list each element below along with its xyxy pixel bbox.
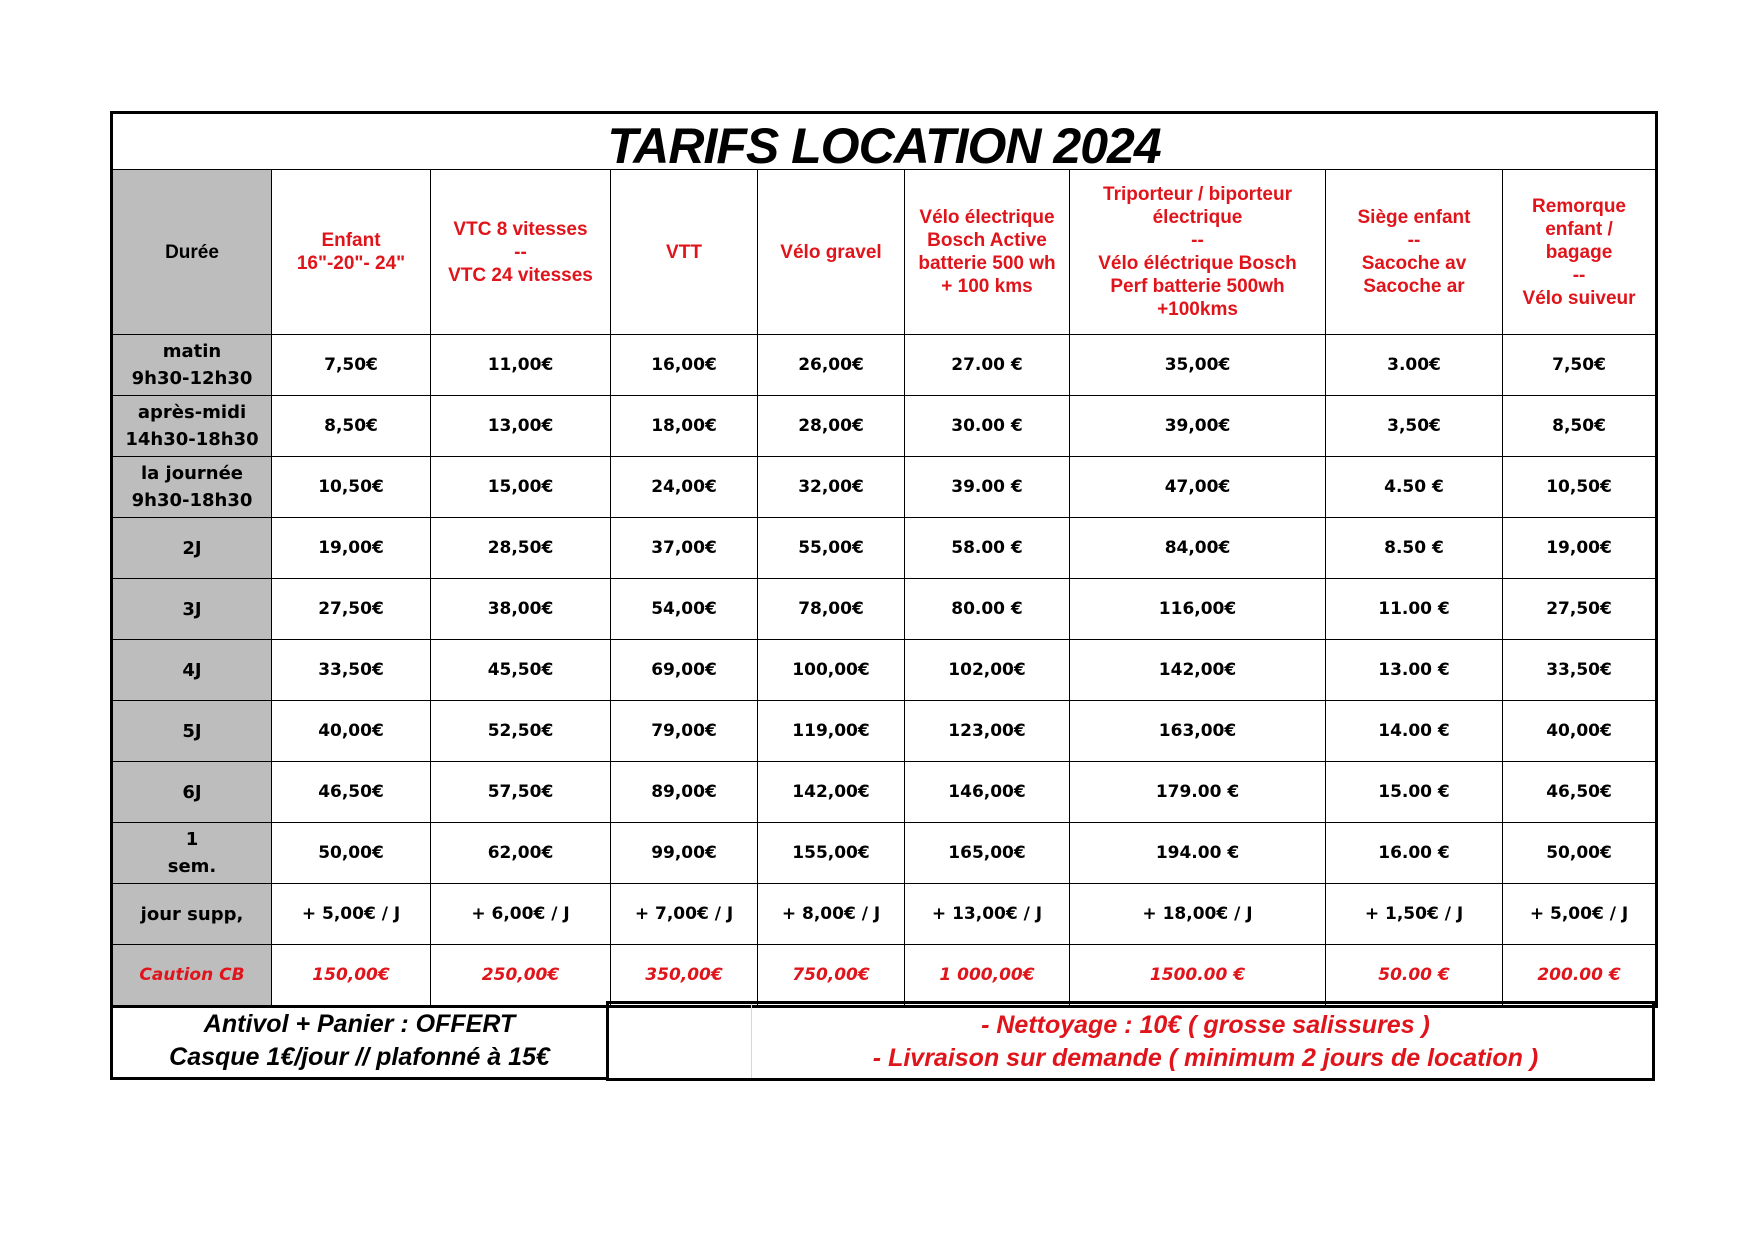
price-cell: 33,50€ [1503, 640, 1657, 701]
duration-cell: jour supp, [112, 884, 272, 945]
price-cell: 45,50€ [431, 640, 611, 701]
price-cell: 10,50€ [272, 457, 431, 518]
price-cell: 163,00€ [1070, 701, 1326, 762]
price-cell: 47,00€ [1070, 457, 1326, 518]
table-row [112, 823, 1657, 884]
footer-divider [751, 1004, 752, 1078]
duration-cell: la journée 9h30-18h30 [112, 457, 272, 518]
table-row [112, 335, 1657, 396]
price-cell: 16,00€ [611, 335, 758, 396]
price-cell: 80.00 € [905, 579, 1070, 640]
tarifs-table [110, 111, 1658, 1008]
header-category: Remorque enfant / bagage -- Vélo suiveur [1503, 170, 1657, 335]
header-category: VTT [611, 170, 758, 335]
duration-cell: 2J [112, 518, 272, 579]
price-cell: 119,00€ [758, 701, 905, 762]
header-category: VTC 8 vitesses -- VTC 24 vitesses [431, 170, 611, 335]
table-row [112, 457, 1657, 518]
table-row [112, 396, 1657, 457]
page-title: TARIFS LOCATION 2024 [112, 113, 1657, 170]
price-cell: 28,50€ [431, 518, 611, 579]
price-cell: 33,50€ [272, 640, 431, 701]
price-sheet [110, 111, 1655, 1008]
included-accessories-box [110, 1004, 606, 1080]
helmet-price-line: Casque 1€/jour // plafonné à 15€ [169, 1043, 550, 1071]
price-cell: 35,00€ [1070, 335, 1326, 396]
price-cell: 27,50€ [1503, 579, 1657, 640]
price-cell: 14.00 € [1326, 701, 1503, 762]
price-cell: 27.00 € [905, 335, 1070, 396]
duration-cell: 3J [112, 579, 272, 640]
table-row [112, 640, 1657, 701]
price-cell: 8,50€ [272, 396, 431, 457]
price-cell: 11,00€ [431, 335, 611, 396]
price-cell: 16.00 € [1326, 823, 1503, 884]
price-cell: 52,50€ [431, 701, 611, 762]
duration-cell: après-midi 14h30-18h30 [112, 396, 272, 457]
table-row [112, 762, 1657, 823]
price-cell: 146,00€ [905, 762, 1070, 823]
price-cell: 7,50€ [1503, 335, 1657, 396]
price-cell: 155,00€ [758, 823, 905, 884]
price-cell: 62,00€ [431, 823, 611, 884]
price-cell: 13,00€ [431, 396, 611, 457]
price-cell: 99,00€ [611, 823, 758, 884]
caution-value: 1500.00 € [1070, 945, 1326, 1007]
caution-value: 350,00€ [611, 945, 758, 1007]
price-cell: 194.00 € [1070, 823, 1326, 884]
header-category: Siège enfant -- Sacoche av Sacoche ar [1326, 170, 1503, 335]
price-cell: 55,00€ [758, 518, 905, 579]
price-cell: 28,00€ [758, 396, 905, 457]
price-cell: 100,00€ [758, 640, 905, 701]
price-cell: 19,00€ [272, 518, 431, 579]
caution-value: 50.00 € [1326, 945, 1503, 1007]
price-cell: 27,50€ [272, 579, 431, 640]
price-cell: 165,00€ [905, 823, 1070, 884]
caution-label: Caution CB [112, 945, 272, 1007]
price-cell: 79,00€ [611, 701, 758, 762]
price-cell: 32,00€ [758, 457, 905, 518]
price-cell: 40,00€ [1503, 701, 1657, 762]
price-cell: 57,50€ [431, 762, 611, 823]
header-row [112, 170, 1657, 335]
price-cell: 3.00€ [1326, 335, 1503, 396]
included-accessories-line: Antivol + Panier : OFFERT [203, 1010, 516, 1038]
price-cell: 89,00€ [611, 762, 758, 823]
price-cell: 11.00 € [1326, 579, 1503, 640]
price-cell: 40,00€ [272, 701, 431, 762]
price-cell: + 8,00€ / J [758, 884, 905, 945]
header-category: Triporteur / biporteur électrique -- Vélo éléctrique Bosch Perf batterie 500wh +100kms [1070, 170, 1326, 335]
duration-cell: 6J [112, 762, 272, 823]
duration-cell: 5J [112, 701, 272, 762]
caution-value: 200.00 € [1503, 945, 1657, 1007]
price-cell: 3,50€ [1326, 396, 1503, 457]
price-cell: 10,50€ [1503, 457, 1657, 518]
delivery-line: - Livraison sur demande ( minimum 2 jours de location ) [872, 1044, 1539, 1072]
price-cell: + 18,00€ / J [1070, 884, 1326, 945]
caution-value: 150,00€ [272, 945, 431, 1007]
price-cell: 78,00€ [758, 579, 905, 640]
price-cell: + 1,50€ / J [1326, 884, 1503, 945]
price-cell: 38,00€ [431, 579, 611, 640]
header-duree: Durée [112, 170, 272, 335]
extra-services-box [606, 1001, 1655, 1081]
duration-cell: matin 9h30-12h30 [112, 335, 272, 396]
price-cell: 46,50€ [272, 762, 431, 823]
price-cell: 50,00€ [272, 823, 431, 884]
price-cell: + 5,00€ / J [272, 884, 431, 945]
price-cell: 19,00€ [1503, 518, 1657, 579]
price-cell: 50,00€ [1503, 823, 1657, 884]
table-row [112, 518, 1657, 579]
price-cell: 39,00€ [1070, 396, 1326, 457]
price-cell: 69,00€ [611, 640, 758, 701]
price-cell: + 6,00€ / J [431, 884, 611, 945]
price-cell: 39.00 € [905, 457, 1070, 518]
price-cell: 15,00€ [431, 457, 611, 518]
price-cell: 46,50€ [1503, 762, 1657, 823]
price-cell: 24,00€ [611, 457, 758, 518]
price-cell: 18,00€ [611, 396, 758, 457]
table-body [112, 335, 1657, 1007]
duration-cell: 4J [112, 640, 272, 701]
table-row [112, 884, 1657, 945]
caution-value: 1 000,00€ [905, 945, 1070, 1007]
header-category: Enfant 16"-20"- 24" [272, 170, 431, 335]
price-cell: 37,00€ [611, 518, 758, 579]
price-cell: 7,50€ [272, 335, 431, 396]
price-cell: 13.00 € [1326, 640, 1503, 701]
header-category: Vélo électrique Bosch Active batterie 500 wh + 100 kms [905, 170, 1070, 335]
price-cell: 8.50 € [1326, 518, 1503, 579]
header-category: Vélo gravel [758, 170, 905, 335]
duration-cell: 1 sem. [112, 823, 272, 884]
price-cell: 84,00€ [1070, 518, 1326, 579]
price-cell: 142,00€ [1070, 640, 1326, 701]
caution-value: 250,00€ [431, 945, 611, 1007]
price-cell: 4.50 € [1326, 457, 1503, 518]
price-cell: 142,00€ [758, 762, 905, 823]
price-cell: 54,00€ [611, 579, 758, 640]
price-cell: 123,00€ [905, 701, 1070, 762]
price-cell: 30.00 € [905, 396, 1070, 457]
price-cell: 8,50€ [1503, 396, 1657, 457]
price-cell: + 7,00€ / J [611, 884, 758, 945]
table-row [112, 579, 1657, 640]
price-cell: + 13,00€ / J [905, 884, 1070, 945]
price-cell: 58.00 € [905, 518, 1070, 579]
cleaning-fee-line: - Nettoyage : 10€ ( grosse salissures ) [981, 1011, 1430, 1039]
price-cell: 26,00€ [758, 335, 905, 396]
price-cell: 102,00€ [905, 640, 1070, 701]
price-cell: 179.00 € [1070, 762, 1326, 823]
price-cell: + 5,00€ / J [1503, 884, 1657, 945]
price-cell: 15.00 € [1326, 762, 1503, 823]
price-cell: 116,00€ [1070, 579, 1326, 640]
table-row [112, 701, 1657, 762]
caution-row [112, 945, 1657, 1007]
caution-value: 750,00€ [758, 945, 905, 1007]
